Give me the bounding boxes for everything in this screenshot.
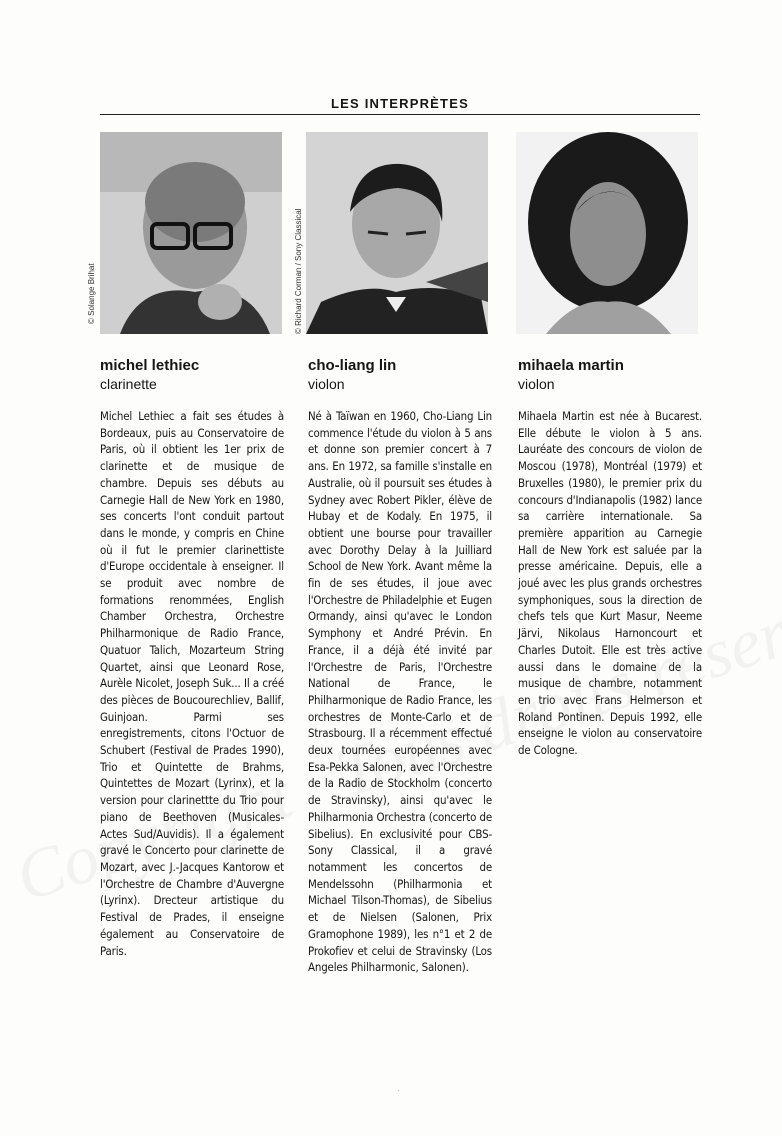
portrait-image xyxy=(306,132,488,334)
performer-biography: Né à Taïwan en 1960, Cho-Liang Lin commence l'étude du violon à 5 ans et donne son premier concert à 7 ans. En 1972, sa famille s'installe en Australie, où il poursuit ses études à Sydney avec Robert Pikler, élève de Hubay et de Kodaly. En 1975, il obtient une bourse pour travailler avec Dorothy Delay à la Juilliard School de New York. Avant même la fin de ses études, il joue avec l'Orchestre de Philadelphie et Eugen Ormandy, ainsi qu'avec le London Symphony et André Prévin. En France, il a déjà été invité par l'Orchestre de Paris, l'Orchestre National de France, le Philharmonique de Radio France, les orchestres de Monte-Carlo et de Strasbourg. Il a récemment effectué deux tournées européennes avec Esa-Pekka Salonen, avec l'Orchestre de la Radio de Stockholm (concerto de Stravinsky), ainsi qu'avec le Philharmonia Orchestra (concerto de Sibelius). En exclusivité pour CBS-Sony Classical, il a gravé notamment les concertos de Mendelssohn (Philharmonia et Michael Tilson-Thomas), de Sibelius et de Nielsen (Salonen, Prix Gramophone 1989), les n°1 et 2 de Prokofiev et celui de Stravinsky (Los Angeles Philharmonic, Salonen). xyxy=(308,409,492,975)
section-title: LES INTERPRÈTES xyxy=(331,96,469,111)
portrait-photo-cho-liang-lin xyxy=(306,132,488,334)
portrait-image xyxy=(516,132,698,334)
header-rule xyxy=(100,114,700,115)
portrait-image xyxy=(100,132,282,334)
performer-card-cho-liang-lin xyxy=(308,356,492,976)
performer-card-mihaela-martin xyxy=(518,356,702,759)
portrait-photo-mihaela-martin xyxy=(516,132,698,334)
performer-instrument: violon xyxy=(308,376,345,392)
performer-name: cho-liang lin xyxy=(308,357,397,374)
photo-credit: © Richard Corman / Sony Classical xyxy=(294,208,303,334)
performer-name: michel lethiec xyxy=(100,357,200,374)
performer-name: mihaela martin xyxy=(518,357,624,374)
page-mark: · xyxy=(397,1086,400,1095)
portrait-photo-michel-lethiec xyxy=(100,132,282,334)
performer-biography: Michel Lethiec a fait ses études à Bordeaux, puis au Conservatoire de Paris, où il obtient les 1er prix de clarinette et de musique de chambre. Depuis ses débuts au Carnegie Hall de New York en 1980, ses concerts l'ont conduit partout dans le monde, y compris en Chine où il fut le premier clarinettiste d'Europe occidentale à enseigner. Il se produit avec nombre de formations renommées, English Chamber Orchestra, Orchestre Philharmonique de Radio France, Quatuor Talich, Mozarteum String Quartet, ainsi que Leonard Rose, Aurèle Nicolet, Joseph Suk... Il a créé des pièces de Boucourechliev, Ballif, Guinjoan. Parmi ses enregistrements, citons l'Octuor de Schubert (Festival de Prades 1990), Trio et Quintette de Brahms, Quintettes de Mozart (Lyrinx), et la version pour clarinettte du Trio pour piano de Beethoven (Musicales-Actes Sud/Auvidis). Il a également gravé le Concerto pour clarinette de Mozart, avec J.-Jacques Kantorow et l'Orchestre de Chambre d'Auvergne (Lyrinx). Drecteur artistique du Festival de Prades, il enseigne également au Conservatoire de Paris. xyxy=(100,409,284,958)
performer-instrument: violon xyxy=(518,376,555,392)
performer-biography: Mihaela Martin est née à Bucarest. Elle débute le violon à 5 ans. Lauréate des concours de violon de Moscou (1978), Montréal (1979) et Bruxelles (1980), le premier prix du concours d'Indianapolis (1982) lance sa carrière internationale. Sa première apparition au Carnegie Hall de New York est saluée par la presse américaine. Depuis, elle a joué avec les plus grands orchestres symphoniques, sous la direction de chefs tels que Kurt Masur, Neeme Järvi, Nikolaus Harnoncourt et Charles Dutoit. Elle est très active aussi dans le domaine de la musique de chambre, notamment en trio avec Frans Helmerson et Roland Pontinen. Depuis 1992, elle enseigne le violon au conservatoire de Cologne. xyxy=(518,409,702,758)
performer-instrument: clarinette xyxy=(100,376,157,392)
photo-credit: © Solange Brihat xyxy=(87,263,96,324)
performer-card-michel-lethiec xyxy=(100,356,284,959)
